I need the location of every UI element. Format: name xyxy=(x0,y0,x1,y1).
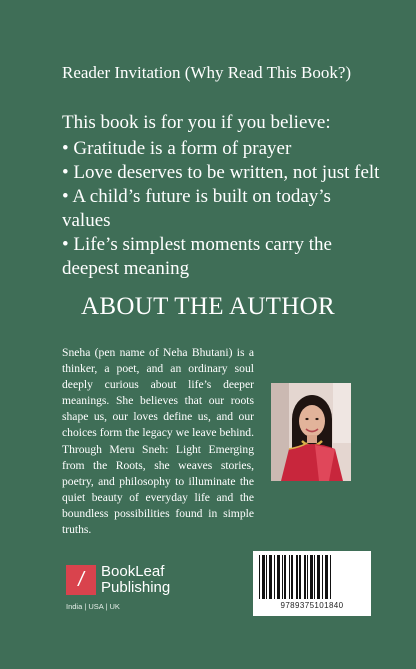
bookleaf-logo-icon: / xyxy=(66,565,96,595)
belief-item: • Life’s simplest moments carry the deepest meaning xyxy=(62,234,332,279)
barcode-bar xyxy=(317,555,320,599)
author-photo xyxy=(271,383,351,481)
barcode-bar xyxy=(277,555,280,599)
barcode-bar xyxy=(266,555,267,599)
barcode-bar xyxy=(291,555,293,599)
publisher-name-line2: Publishing xyxy=(101,579,171,596)
barcode-bar xyxy=(274,555,275,599)
belief-item: • A child’s future is built on today’s values xyxy=(62,186,331,231)
isbn-number: 9789375101840 xyxy=(280,601,344,610)
barcode-bar xyxy=(296,555,298,599)
belief-list xyxy=(62,137,382,281)
belief-intro: This book is for you if you believe: xyxy=(62,112,331,133)
about-author-heading: ABOUT THE AUTHOR xyxy=(81,293,335,320)
belief-item: • Love deserves to be written, not just felt xyxy=(62,162,380,183)
barcode-bar xyxy=(269,555,272,599)
barcode-bar xyxy=(299,555,301,599)
publisher-regions: India | USA | UK xyxy=(66,602,120,611)
barcode-bar xyxy=(289,555,290,599)
barcode-bar xyxy=(314,555,315,599)
barcode-bars xyxy=(257,555,367,599)
invitation-title: Reader Invitation (Why Read This Book?) xyxy=(62,63,352,82)
barcode-bar xyxy=(325,555,328,599)
belief-item: • Gratitude is a form of prayer xyxy=(62,138,292,159)
barcode-bar xyxy=(310,555,313,599)
barcode-bar xyxy=(262,555,265,599)
publisher-logo xyxy=(66,565,236,615)
barcode-bar xyxy=(330,555,331,599)
author-bio: Sneha (pen name of Neha Bhutani) is a thinker, a poet, and an ordinary soul deeply curious about life’s deeper meanings. She believes that our roots shape us, our loves define us, and our choices form the legacy we leave behind. Through Meru Sneh: Light Emerging from the Roots, she weaves stories, poetry, and philosophy to illuminate the quiet beauty of everyday life and the boundless possibilities found in simple truths. xyxy=(62,346,254,537)
barcode-bar xyxy=(322,555,323,599)
barcode-bar xyxy=(307,555,308,599)
barcode-bar xyxy=(304,555,306,599)
publisher-name-line1: BookLeaf xyxy=(101,563,165,580)
barcode-bar xyxy=(282,555,283,599)
isbn-barcode xyxy=(253,551,371,616)
barcode-bar xyxy=(259,555,260,599)
barcode-bar xyxy=(284,555,286,599)
